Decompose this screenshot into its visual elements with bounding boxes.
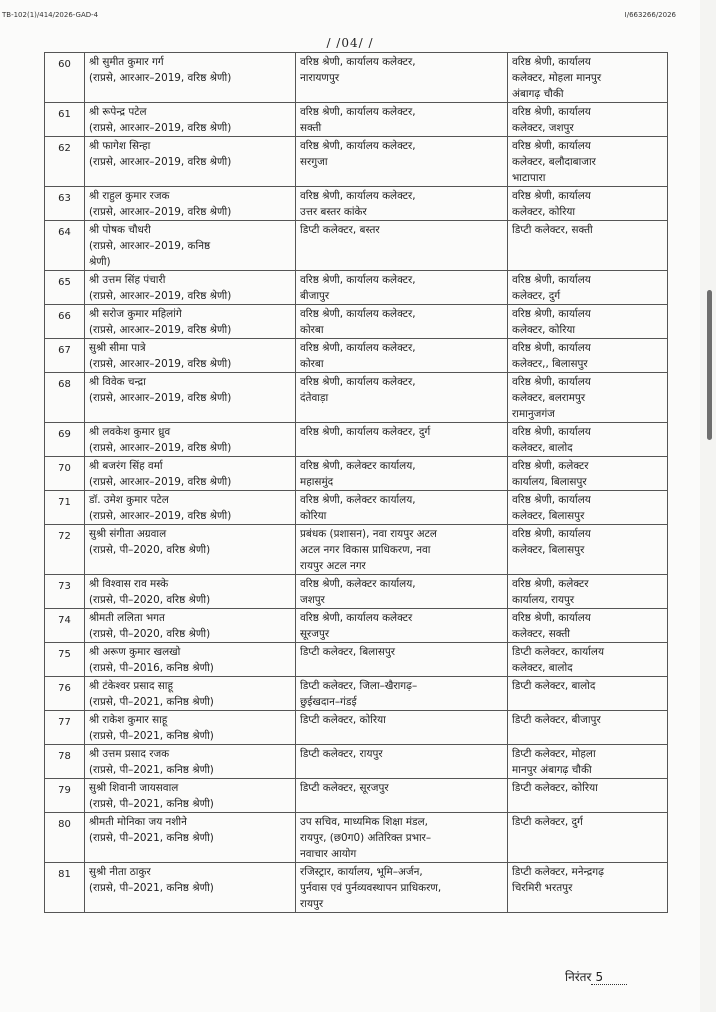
cell-line: सुश्री शिवानी जायसवाल (89, 782, 179, 794)
table-row (45, 711, 668, 745)
cell-line: वरिष्ठ श्रेणी, कार्यालय कलेक्टर, (300, 190, 416, 202)
current-posting-cell (296, 53, 508, 103)
cell-line: वरिष्ठ श्रेणी, कार्यालय कलेक्टर (300, 612, 413, 624)
new-posting-cell (508, 271, 668, 305)
cell-line: श्री फागेश सिन्हा (89, 140, 151, 152)
cell-line: (राप्रसे, पी–2016, कनिष्ठ श्रेणी) (89, 662, 214, 674)
new-posting-cell (508, 813, 668, 863)
table-row (45, 813, 668, 863)
new-posting-cell (508, 221, 668, 271)
cell-line: (राप्रसे, पी–2021, कनिष्ठ श्रेणी) (89, 832, 214, 844)
table-row (45, 339, 668, 373)
officer-name-cell (85, 339, 296, 373)
officer-name-cell (85, 575, 296, 609)
cell-line: वरिष्ठ श्रेणी, कार्यालय (512, 426, 591, 438)
cell-line: डिप्टी कलेक्टर, दुर्ग (512, 816, 583, 828)
cell-line: अंबागढ़ चौकी (512, 88, 564, 100)
cell-line: उत्तर बस्तर कांकेर (300, 206, 367, 218)
officer-name-cell (85, 677, 296, 711)
cell-line: वरिष्ठ श्रेणी, कलेक्टर कार्यालय, (300, 460, 416, 472)
cell-line: (राप्रसे, पी–2021, कनिष्ठ श्रेणी) (89, 696, 214, 708)
cell-line: बीजापुर (300, 290, 330, 302)
officer-name-cell (85, 53, 296, 103)
cell-line: श्रेणी) (89, 256, 111, 268)
serial-number-cell: 79 (45, 779, 85, 813)
current-posting-cell (296, 137, 508, 187)
transfer-table (44, 52, 668, 913)
cell-line: वरिष्ठ श्रेणी, कार्यालय कलेक्टर, (300, 56, 416, 68)
current-posting-cell (296, 779, 508, 813)
continued-label: निरंतर (565, 970, 592, 984)
scrollbar[interactable] (705, 10, 713, 1010)
current-posting-cell (296, 491, 508, 525)
next-page-number: 5 (591, 970, 627, 985)
current-posting-cell (296, 373, 508, 423)
serial-number-cell: 64 (45, 221, 85, 271)
cell-line: डिप्टी कलेक्टर, मनेन्द्रगढ़ (512, 866, 604, 878)
table-row (45, 103, 668, 137)
new-posting-cell (508, 677, 668, 711)
cell-line: वरिष्ठ श्रेणी, कार्यालय (512, 274, 591, 286)
cell-line: श्री सरोज कुमार महिलांगे (89, 308, 182, 320)
serial-number-cell: 81 (45, 863, 85, 913)
cell-line: सुश्री सीमा पात्रे (89, 342, 146, 354)
page-number: / /04/ / (326, 36, 374, 50)
cell-line: श्री विश्वास राव मस्के (89, 578, 169, 590)
cell-line: रजिस्ट्रार, कार्यालय, भूमि–अर्जन, (300, 866, 423, 878)
new-posting-cell (508, 137, 668, 187)
cell-line: वरिष्ठ श्रेणी, कार्यालय कलेक्टर, (300, 106, 416, 118)
cell-line: वरिष्ठ श्रेणी, कलेक्टर कार्यालय, (300, 578, 416, 590)
file-number: I/663266/2026 (624, 11, 676, 19)
new-posting-cell (508, 525, 668, 575)
cell-line: (राप्रसे, आरआर–2019, वरिष्ठ श्रेणी) (89, 442, 232, 454)
cell-line: नारायणपुर (300, 72, 340, 84)
officer-name-cell (85, 271, 296, 305)
cell-line: कलेक्टर, बिलासपुर (512, 510, 585, 522)
officer-name-cell (85, 643, 296, 677)
current-posting-cell (296, 677, 508, 711)
cell-line: (राप्रसे, आरआर–2019, वरिष्ठ श्रेणी) (89, 206, 232, 218)
cell-line: (राप्रसे, पी–2021, कनिष्ठ श्रेणी) (89, 798, 214, 810)
cell-line: डिप्टी कलेक्टर, कोरिया (512, 782, 598, 794)
officer-name-cell (85, 491, 296, 525)
current-posting-cell (296, 305, 508, 339)
cell-line: कलेक्टर, जशपुर (512, 122, 574, 134)
cell-line: भाटापारा (512, 172, 546, 184)
officer-name-cell (85, 373, 296, 423)
officer-name-cell (85, 457, 296, 491)
current-posting-cell (296, 525, 508, 575)
cell-line: (राप्रसे, आरआर–2019, वरिष्ठ श्रेणी) (89, 290, 232, 302)
cell-line: वरिष्ठ श्रेणी, कार्यालय कलेक्टर, (300, 274, 416, 286)
cell-line: सक्ती (300, 122, 322, 134)
table-row (45, 575, 668, 609)
current-posting-cell (296, 271, 508, 305)
current-posting-cell (296, 575, 508, 609)
new-posting-cell (508, 575, 668, 609)
cell-line: उप सचिव, माध्यमिक शिक्षा मंडल, (300, 816, 428, 828)
cell-line: श्री लवकेश कुमार ध्रुव (89, 426, 171, 438)
new-posting-cell (508, 339, 668, 373)
cell-line: कोरबा (300, 324, 324, 336)
cell-line: रायपुर (300, 898, 324, 910)
officer-name-cell (85, 813, 296, 863)
cell-line: डिप्टी कलेक्टर, मोहला (512, 748, 596, 760)
table-row (45, 525, 668, 575)
current-posting-cell (296, 643, 508, 677)
cell-line: सुश्री नीता ठाकुर (89, 866, 151, 878)
officer-name-cell (85, 863, 296, 913)
new-posting-cell (508, 53, 668, 103)
cell-line: मानपुर अंबागढ़ चौकी (512, 764, 592, 776)
serial-number-cell: 66 (45, 305, 85, 339)
table-row (45, 457, 668, 491)
cell-line: छुईखदान–गंडई (300, 696, 357, 708)
officer-name-cell (85, 609, 296, 643)
cell-line: कलेक्टर, बालोद (512, 442, 573, 454)
cell-line: वरिष्ठ श्रेणी, कार्यालय कलेक्टर, (300, 376, 416, 388)
cell-line: सुश्री संगीता अग्रवाल (89, 528, 167, 540)
serial-number-cell: 62 (45, 137, 85, 187)
serial-number-cell: 80 (45, 813, 85, 863)
officer-name-cell (85, 187, 296, 221)
serial-number-cell: 60 (45, 53, 85, 103)
new-posting-cell (508, 423, 668, 457)
new-posting-cell (508, 103, 668, 137)
cell-line: कलेक्टर, मोहला मानपुर (512, 72, 602, 84)
cell-line: सूरजपुर (300, 628, 330, 640)
serial-number-cell: 77 (45, 711, 85, 745)
serial-number-cell: 75 (45, 643, 85, 677)
current-posting-cell (296, 609, 508, 643)
cell-line: (राप्रसे, आरआर–2019, वरिष्ठ श्रेणी) (89, 358, 232, 370)
serial-number-cell: 68 (45, 373, 85, 423)
cell-line: (राप्रसे, आरआर–2019, कनिष्ठ (89, 240, 211, 252)
cell-line: श्रीमती मोनिका जय नशीने (89, 816, 187, 828)
cell-line: वरिष्ठ श्रेणी, कार्यालय (512, 612, 591, 624)
serial-number-cell: 70 (45, 457, 85, 491)
table-row (45, 609, 668, 643)
cell-line: श्री पोषक चौधरी (89, 224, 151, 236)
cell-line: अटल नगर विकास प्राधिकरण, नवा (300, 544, 431, 556)
cell-line: वरिष्ठ श्रेणी, कलेक्टर कार्यालय, (300, 494, 416, 506)
cell-line: (राप्रसे, पी–2020, वरिष्ठ श्रेणी) (89, 544, 211, 556)
cell-line: वरिष्ठ श्रेणी, कार्यालय कलेक्टर, (300, 342, 416, 354)
cell-line: डिप्टी कलेक्टर, बालोद (512, 680, 596, 692)
cell-line: डिप्टी कलेक्टर, कोरिया (300, 714, 386, 726)
table-row (45, 779, 668, 813)
new-posting-cell (508, 373, 668, 423)
serial-number-cell: 67 (45, 339, 85, 373)
serial-number-cell: 78 (45, 745, 85, 779)
cell-line: (राप्रसे, आरआर–2019, वरिष्ठ श्रेणी) (89, 510, 232, 522)
serial-number-cell: 65 (45, 271, 85, 305)
cell-line: कोरबा (300, 358, 324, 370)
cell-line: महासमुंद (300, 476, 334, 488)
cell-line: कलेक्टर, सक्ती (512, 628, 570, 640)
table-row (45, 745, 668, 779)
table-row (45, 491, 668, 525)
transfer-table-body (45, 53, 668, 913)
serial-number-cell: 73 (45, 575, 85, 609)
reference-number: TB-102(1)/414/2026-GAD-4 (2, 11, 99, 19)
cell-line: रायपुर, (छ0ग0) अतिरिक्त प्रभार– (300, 832, 432, 844)
cell-line: वरिष्ठ श्रेणी, कार्यालय कलेक्टर, (300, 308, 416, 320)
cell-line: वरिष्ठ श्रेणी, कलेक्टर (512, 578, 589, 590)
cell-line: श्री अरूण कुमार खलखो (89, 646, 181, 658)
cell-line: श्री विवेक चन्द्रा (89, 376, 146, 388)
current-posting-cell (296, 457, 508, 491)
cell-line: डिप्टी कलेक्टर, बिलासपुर (300, 646, 396, 658)
table-row (45, 271, 668, 305)
cell-line: वरिष्ठ श्रेणी, कार्यालय (512, 528, 591, 540)
cell-line: डिप्टी कलेक्टर, जिला–खैरागढ़– (300, 680, 418, 692)
cell-line: प्रबंधक (प्रशासन), नवा रायपुर अटल (300, 528, 437, 540)
new-posting-cell (508, 643, 668, 677)
table-row (45, 677, 668, 711)
cell-line: वरिष्ठ श्रेणी, कार्यालय (512, 342, 591, 354)
cell-line: कलेक्टर, बालोद (512, 662, 573, 674)
current-posting-cell (296, 221, 508, 271)
new-posting-cell (508, 711, 668, 745)
current-posting-cell (296, 339, 508, 373)
table-row (45, 187, 668, 221)
cell-line: वरिष्ठ श्रेणी, कलेक्टर (512, 460, 589, 472)
cell-line: डिप्टी कलेक्टर, रायपुर (300, 748, 383, 760)
cell-line: सरगुजा (300, 156, 328, 168)
cell-line: (राप्रसे, पी–2021, कनिष्ठ श्रेणी) (89, 764, 214, 776)
serial-number-cell: 63 (45, 187, 85, 221)
table-row (45, 305, 668, 339)
cell-line: श्री रूपेन्द्र पटेल (89, 106, 147, 118)
cell-line: वरिष्ठ श्रेणी, कार्यालय कलेक्टर, (300, 140, 416, 152)
current-posting-cell (296, 813, 508, 863)
cell-line: कलेक्टर, दुर्ग (512, 290, 561, 302)
cell-line: कार्यालय, रायपुर (512, 594, 575, 606)
cell-line: वरिष्ठ श्रेणी, कार्यालय कलेक्टर, दुर्ग (300, 426, 431, 438)
current-posting-cell (296, 745, 508, 779)
cell-line: चिरमिरी भरतपुर (512, 882, 573, 894)
cell-line: श्री राकेश कुमार साहू (89, 714, 168, 726)
cell-line: वरिष्ठ श्रेणी, कार्यालय (512, 190, 591, 202)
new-posting-cell (508, 187, 668, 221)
officer-name-cell (85, 221, 296, 271)
cell-line: श्री सुमीत कुमार गर्ग (89, 56, 164, 68)
cell-line: श्री राहुल कुमार रजक (89, 190, 170, 202)
serial-number-cell: 74 (45, 609, 85, 643)
cell-line: (राप्रसे, पी–2020, वरिष्ठ श्रेणी) (89, 628, 211, 640)
cell-line: (राप्रसे, आरआर–2019, वरिष्ठ श्रेणी) (89, 156, 232, 168)
cell-line: (राप्रसे, आरआर–2019, वरिष्ठ श्रेणी) (89, 476, 232, 488)
cell-line: कार्यालय, बिलासपुर (512, 476, 587, 488)
table-row (45, 221, 668, 271)
cell-line: दंतेवाड़ा (300, 392, 329, 404)
cell-line: श्रीमती ललिता भगत (89, 612, 165, 624)
current-posting-cell (296, 711, 508, 745)
current-posting-cell (296, 863, 508, 913)
continued-note (565, 968, 627, 985)
table-row (45, 863, 668, 913)
new-posting-cell (508, 863, 668, 913)
current-posting-cell (296, 423, 508, 457)
serial-number-cell: 69 (45, 423, 85, 457)
cell-line: पुर्नवास एवं पुर्नव्यवस्थापन प्राधिकरण, (300, 882, 442, 894)
cell-line: वरिष्ठ श्रेणी, कार्यालय (512, 308, 591, 320)
officer-name-cell (85, 305, 296, 339)
scrollbar-thumb[interactable] (707, 290, 712, 440)
table-row (45, 373, 668, 423)
cell-line: डिप्टी कलेक्टर, बस्तर (300, 224, 380, 236)
cell-line: नवाचार आयोग (300, 848, 357, 860)
cell-line: कलेक्टर, बलौदाबाजार (512, 156, 596, 168)
officer-name-cell (85, 745, 296, 779)
cell-line: कलेक्टर, बिलासपुर (512, 544, 585, 556)
cell-line: वरिष्ठ श्रेणी, कार्यालय (512, 494, 591, 506)
cell-line: डिप्टी कलेक्टर, सूरजपुर (300, 782, 389, 794)
cell-line: डिप्टी कलेक्टर, सक्ती (512, 224, 593, 236)
cell-line: कलेक्टर, कोरिया (512, 206, 576, 218)
cell-line: जशपुर (300, 594, 325, 606)
current-posting-cell (296, 187, 508, 221)
new-posting-cell (508, 779, 668, 813)
officer-name-cell (85, 137, 296, 187)
new-posting-cell (508, 491, 668, 525)
officer-name-cell (85, 423, 296, 457)
cell-line: श्री बजरंग सिंह वर्मा (89, 460, 163, 472)
serial-number-cell: 71 (45, 491, 85, 525)
cell-line: (राप्रसे, आरआर–2019, वरिष्ठ श्रेणी) (89, 122, 232, 134)
cell-line: (राप्रसे, पी–2020, वरिष्ठ श्रेणी) (89, 594, 211, 606)
cell-line: (राप्रसे, आरआर–2019, वरिष्ठ श्रेणी) (89, 324, 232, 336)
cell-line: वरिष्ठ श्रेणी, कार्यालय (512, 56, 591, 68)
cell-line: कलेक्टर,, बिलासपुर (512, 358, 588, 370)
cell-line: (राप्रसे, आरआर–2019, वरिष्ठ श्रेणी) (89, 72, 232, 84)
cell-line: डिप्टी कलेक्टर, बीजापुर (512, 714, 601, 726)
cell-line: (राप्रसे, आरआर–2019, वरिष्ठ श्रेणी) (89, 392, 232, 404)
table-row (45, 137, 668, 187)
table-row (45, 423, 668, 457)
cell-line: डॉ. उमेश कुमार पटेल (89, 494, 169, 506)
officer-name-cell (85, 525, 296, 575)
cell-line: वरिष्ठ श्रेणी, कार्यालय (512, 376, 591, 388)
table-row (45, 643, 668, 677)
new-posting-cell (508, 457, 668, 491)
cell-line: कोरिया (300, 510, 327, 522)
new-posting-cell (508, 609, 668, 643)
cell-line: वरिष्ठ श्रेणी, कार्यालय (512, 140, 591, 152)
new-posting-cell (508, 305, 668, 339)
cell-line: श्री टंकेश्वर प्रसाद साहू (89, 680, 173, 692)
cell-line: (राप्रसे, पी–2021, कनिष्ठ श्रेणी) (89, 882, 214, 894)
cell-line: डिप्टी कलेक्टर, कार्यालय (512, 646, 604, 658)
cell-line: रामानुजगंज (512, 408, 555, 420)
cell-line: (राप्रसे, पी–2021, कनिष्ठ श्रेणी) (89, 730, 214, 742)
officer-name-cell (85, 103, 296, 137)
officer-name-cell (85, 711, 296, 745)
cell-line: कलेक्टर, बलरामपुर (512, 392, 586, 404)
cell-line: रायपुर अटल नगर (300, 560, 366, 572)
serial-number-cell: 61 (45, 103, 85, 137)
new-posting-cell (508, 745, 668, 779)
cell-line: श्री उत्तम सिंह पंचारी (89, 274, 166, 286)
cell-line: वरिष्ठ श्रेणी, कार्यालय (512, 106, 591, 118)
officer-name-cell (85, 779, 296, 813)
current-posting-cell (296, 103, 508, 137)
serial-number-cell: 72 (45, 525, 85, 575)
cell-line: कलेक्टर, कोरिया (512, 324, 576, 336)
cell-line: श्री उत्तम प्रसाद रजक (89, 748, 170, 760)
table-row (45, 53, 668, 103)
serial-number-cell: 76 (45, 677, 85, 711)
